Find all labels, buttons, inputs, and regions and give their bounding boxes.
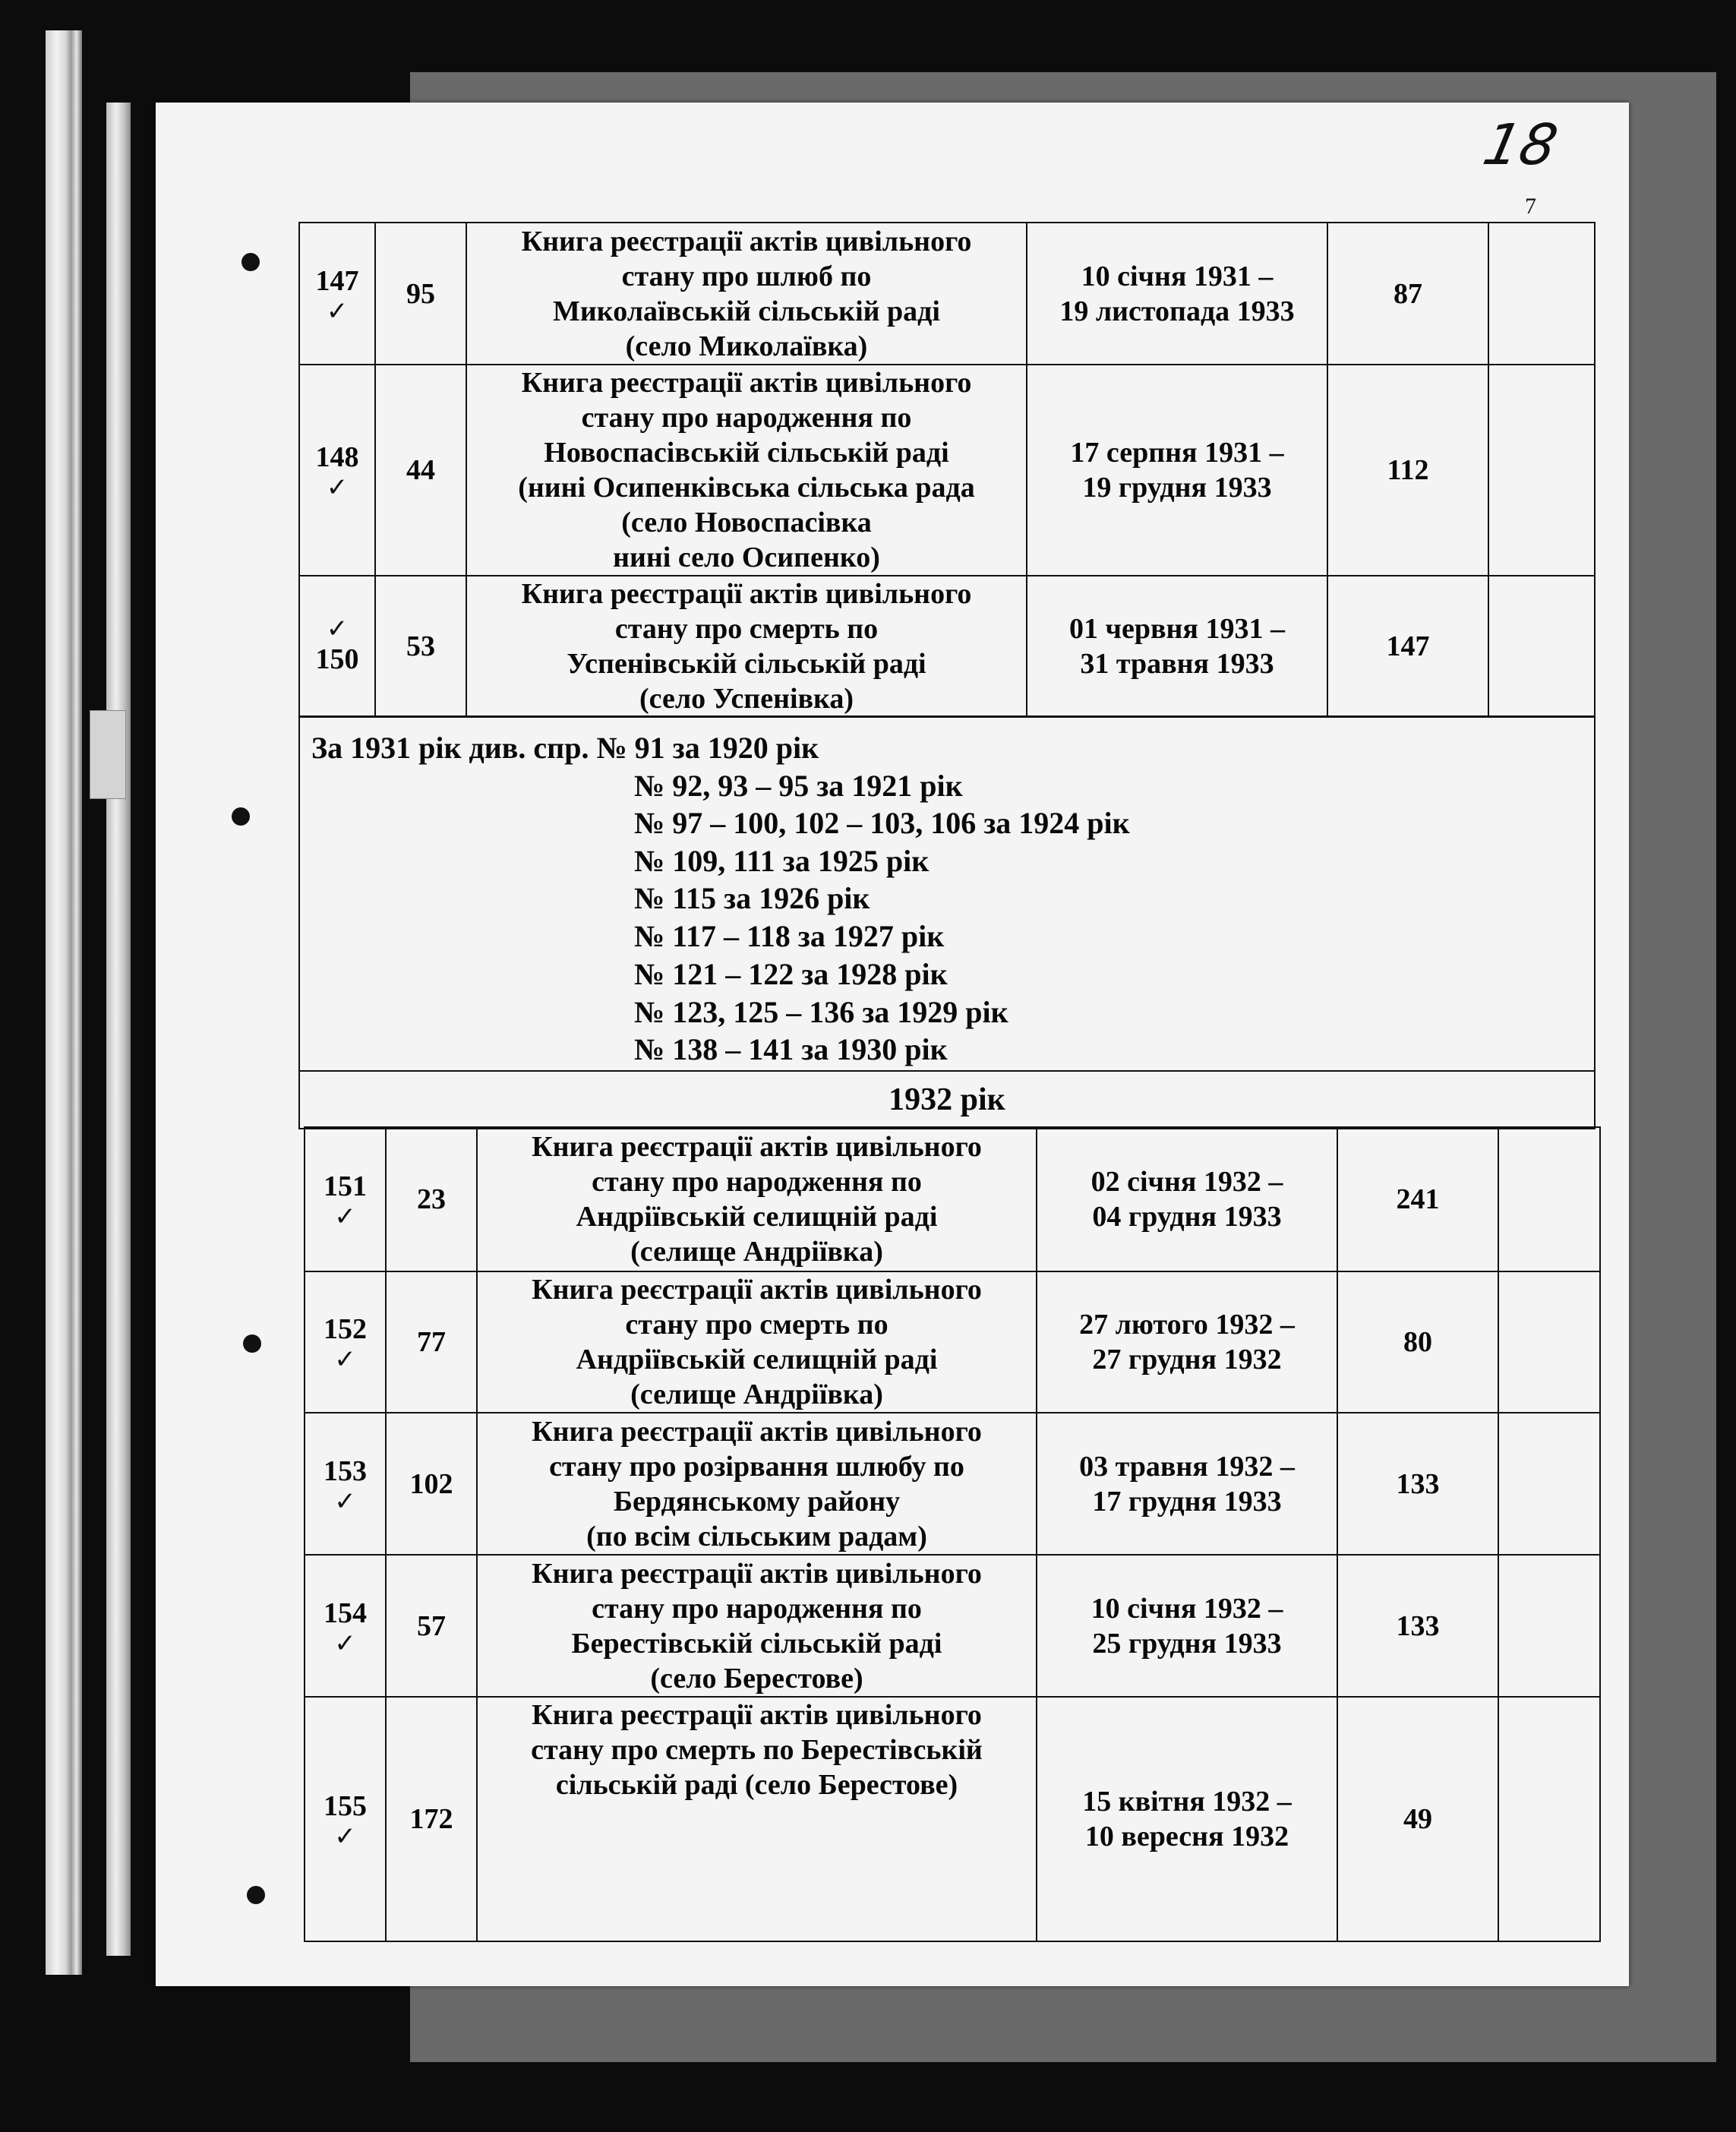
check-mark: ✓ [326,295,349,327]
row-number: ✓ 150 [299,576,375,717]
check-mark: ✓ [334,1821,356,1852]
note-line: № 117 – 118 за 1927 рік [634,919,945,953]
check-mark: ✓ [334,1344,356,1375]
row-number: 154 ✓ [305,1555,386,1697]
old-number: 102 [386,1413,477,1555]
date-range: 10 січня 1931 – 19 листопада 1933 [1027,223,1327,365]
punch-hole [232,807,250,826]
record-title: Книга реєстрації актів цивільного стану про шлюб по Миколаївській сільській раді (село Миколаївка) [466,223,1027,365]
table-row [305,1555,1600,1697]
notes-cell [1488,576,1595,717]
old-number: 53 [375,576,466,717]
sheet-count: 241 [1337,1127,1498,1271]
check-mark: ✓ [326,472,349,503]
check-mark: ✓ [334,1486,356,1517]
notes-cell [1488,365,1595,576]
note-line: № 115 за 1926 рік [634,881,870,915]
note-line: № 92, 93 – 95 за 1921 рік [634,769,963,803]
sheet-count: 49 [1337,1697,1498,1941]
table-row [299,223,1595,365]
note-line: № 123, 125 – 136 за 1929 рік [634,995,1008,1029]
sheet-count: 133 [1337,1413,1498,1555]
old-number: 57 [386,1555,477,1697]
table-row [299,365,1595,576]
old-number: 77 [386,1271,477,1413]
punch-hole [243,1334,261,1353]
date-range: 10 січня 1932 – 25 грудня 1933 [1037,1555,1337,1697]
row-number: 155 ✓ [305,1697,386,1941]
notes-cell [1498,1271,1600,1413]
note-first-line: За 1931 рік див. спр. № 91 за 1920 рік [311,731,819,765]
note-line: № 121 – 122 за 1928 рік [634,957,948,991]
year-heading: 1932 рік [299,1071,1595,1129]
date-range: 17 серпня 1931 – 19 грудня 1933 [1027,365,1327,576]
record-title: Книга реєстрації актів цивільного стану про народження по Берестівській сільській раді (село Берестове) [477,1555,1037,1697]
old-number: 172 [386,1697,477,1941]
note-line: № 109, 111 за 1925 рік [634,844,930,878]
folio-number: 18 [1477,112,1564,178]
binder-edge [106,103,131,1956]
records-table-bottom [304,1126,1601,1942]
cross-reference-note [298,715,1596,1129]
table-row [305,1127,1600,1271]
date-range: 03 травня 1932 – 17 грудня 1933 [1037,1413,1337,1555]
record-title: Книга реєстрації актів цивільного стану про смерть по Берестівській сільській раді (село Берестове) [477,1697,1037,1941]
punch-hole [241,253,260,271]
notes-cell [1488,223,1595,365]
table-row [305,1271,1600,1413]
check-mark: ✓ [326,614,349,644]
row-number: 147 ✓ [299,223,375,365]
record-title: Книга реєстрації актів цивільного стану про розірвання шлюбу по Бердянському району (по всім сільським радам) [477,1413,1037,1555]
date-range: 15 квітня 1932 – 10 вересня 1932 [1037,1697,1337,1941]
row-number: 152 ✓ [305,1271,386,1413]
old-number: 44 [375,365,466,576]
date-range: 01 червня 1931 – 31 травня 1933 [1027,576,1327,717]
binder-strip [46,30,82,1975]
date-range: 27 лютого 1932 – 27 грудня 1932 [1037,1271,1337,1413]
sheet-count: 147 [1327,576,1488,717]
record-title: Книга реєстрації актів цивільного стану про народження по Новоспасівській сільській раді (нині Осипенківська сільська рада (село Новоспасівка нині село Осипенко) [466,365,1027,576]
sheet-count: 112 [1327,365,1488,576]
record-title: Книга реєстрації актів цивільного стану про смерть по Андріївській селищній раді (селище Андріївка) [477,1271,1037,1413]
old-number: 23 [386,1127,477,1271]
table-row [299,576,1595,717]
record-title: Книга реєстрації актів цивільного стану про смерть по Успенівській сільській раді (село Успенівка) [466,576,1027,717]
punch-hole [247,1886,265,1904]
notes-cell [1498,1555,1600,1697]
notes-cell [1498,1127,1600,1271]
notes-cell [1498,1697,1600,1941]
notes-cell [1498,1413,1600,1555]
sheet-count: 87 [1327,223,1488,365]
sheet-count: 133 [1337,1555,1498,1697]
record-title: Книга реєстрації актів цивільного стану про народження по Андріївській селищній раді (селище Андріївка) [477,1127,1037,1271]
date-range: 02 січня 1932 – 04 грудня 1933 [1037,1127,1337,1271]
row-number: 153 ✓ [305,1413,386,1555]
check-mark: ✓ [334,1628,356,1659]
page-number: 7 [1525,194,1536,219]
table-row [305,1697,1600,1941]
check-mark: ✓ [334,1202,356,1232]
tape-piece [90,710,126,799]
row-number: 148 ✓ [299,365,375,576]
sheet-count: 80 [1337,1271,1498,1413]
note-line: № 97 – 100, 102 – 103, 106 за 1924 рік [634,806,1130,840]
note-line: № 138 – 141 за 1930 рік [634,1032,948,1066]
table-row [305,1413,1600,1555]
old-number: 95 [375,223,466,365]
row-number: 151 ✓ [305,1127,386,1271]
records-table-top [298,222,1596,718]
